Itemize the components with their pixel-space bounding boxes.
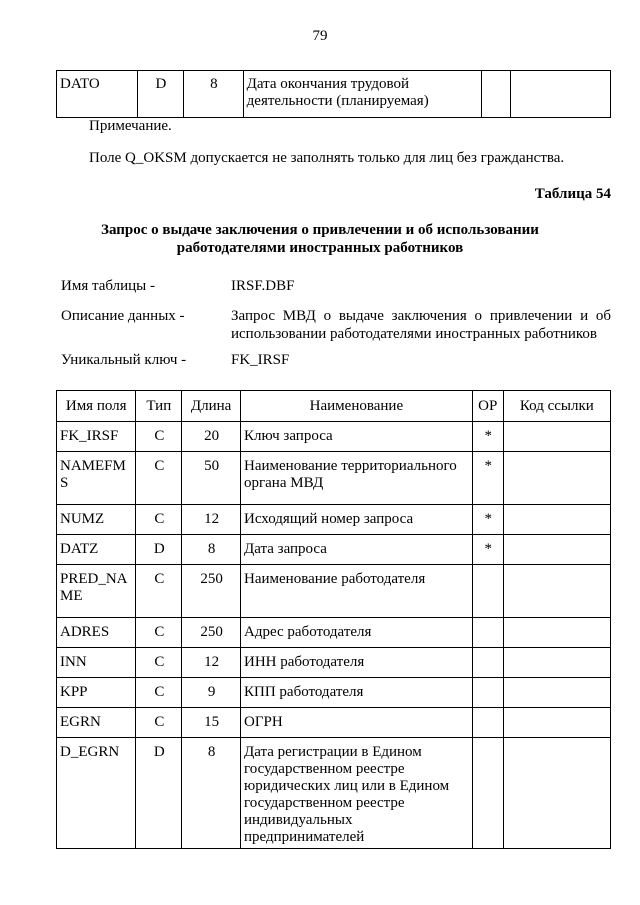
cell-length: 8 — [207, 541, 216, 557]
cell-op: * — [484, 541, 492, 557]
cell-length: 250 — [200, 624, 223, 640]
cell-op — [473, 738, 503, 744]
table-row — [57, 422, 611, 452]
cell-description: Наименование работодателя — [244, 571, 426, 587]
fields-table — [56, 390, 611, 849]
note-label: Примечание. — [89, 118, 172, 134]
page-number: 79 — [312, 28, 328, 44]
cell-name: EGRN — [60, 714, 101, 730]
cell-ref — [504, 648, 610, 654]
cell-op — [473, 648, 503, 654]
note-text: Поле Q_OKSM допускается не заполнять только для лиц без гражданства. — [89, 150, 565, 166]
previous-table-continuation — [56, 70, 611, 118]
cell-type: D — [153, 744, 165, 760]
table-row — [57, 708, 611, 738]
cell-name: PRED_NAME — [60, 571, 128, 604]
table-row — [57, 618, 611, 648]
cell-name: INN — [60, 654, 87, 670]
cell-type: C — [154, 458, 165, 474]
column-header-length: Длина — [182, 391, 241, 422]
cell-length: 9 — [207, 684, 216, 700]
table-title-line-1: Запрос о выдаче заключения о привлечении и об использовании — [101, 222, 539, 238]
cell-ref — [504, 422, 610, 428]
field-ref — [511, 71, 610, 76]
cell-op — [473, 565, 503, 571]
cell-name: DATZ — [60, 541, 99, 557]
field-length: 8 — [210, 76, 218, 92]
column-header-name: Имя поля — [57, 391, 136, 422]
cell-name: ADRES — [60, 624, 110, 640]
cell-type: C — [154, 684, 165, 700]
cell-op — [473, 618, 503, 624]
cell-name: KPP — [60, 684, 88, 700]
column-header-ref: Код ссылки — [503, 391, 610, 422]
column-header-description: Наименование — [241, 391, 473, 422]
field-op — [482, 71, 510, 76]
cell-type: C — [154, 511, 165, 527]
cell-op: * — [484, 458, 492, 474]
cell-ref — [504, 738, 610, 744]
cell-ref — [504, 618, 610, 624]
cell-name: NAMEFMS — [60, 458, 126, 491]
table-row — [57, 738, 611, 849]
cell-description: Наименование территориального органа МВД — [244, 458, 457, 491]
cell-description: Адрес работодателя — [244, 624, 372, 640]
cell-length: 8 — [207, 744, 216, 760]
cell-type: C — [154, 571, 165, 587]
cell-ref — [504, 565, 610, 571]
cell-description: ИНН работодателя — [244, 654, 365, 670]
field-type: D — [155, 76, 167, 92]
description-value: Запрос МВД о выдаче заключения о привлечении и об использовании работодателями иностранных работников — [231, 308, 611, 342]
column-header-type: Тип — [136, 391, 182, 422]
cell-ref — [504, 678, 610, 684]
cell-type: C — [154, 624, 165, 640]
cell-length: 12 — [204, 654, 220, 670]
cell-ref — [504, 505, 610, 511]
table-name-value: IRSF.DBF — [231, 278, 295, 294]
cell-name: FK_IRSF — [60, 428, 119, 444]
unique-key-value: FK_IRSF — [231, 352, 290, 368]
cell-ref — [504, 708, 610, 714]
cell-op: * — [484, 511, 492, 527]
unique-key-label: Уникальный ключ - — [61, 352, 187, 368]
cell-type: C — [154, 654, 165, 670]
cell-description: Исходящий номер запроса — [244, 511, 414, 527]
table-row — [57, 678, 611, 708]
cell-type: D — [153, 541, 165, 557]
fields-table-body — [57, 422, 611, 849]
cell-description: ОГРН — [244, 714, 283, 730]
cell-name: D_EGRN — [60, 744, 120, 760]
cell-length: 50 — [204, 458, 220, 474]
field-name: DATO — [60, 76, 100, 92]
cell-op — [473, 708, 503, 714]
table-row — [57, 452, 611, 505]
table-row — [57, 648, 611, 678]
table-header-row — [57, 391, 611, 422]
cell-description: Дата запроса — [244, 541, 327, 557]
cell-description: Ключ запроса — [244, 428, 333, 444]
table-title-line-2: работодателями иностранных работников — [176, 240, 464, 256]
table-name-label: Имя таблицы - — [61, 278, 155, 294]
cell-ref — [504, 535, 610, 541]
table-row — [57, 505, 611, 535]
cell-length: 20 — [204, 428, 220, 444]
cell-ref — [504, 452, 610, 458]
column-header-op: ОР — [472, 391, 503, 422]
table-row — [57, 71, 611, 118]
cell-length: 250 — [200, 571, 223, 587]
field-description: Дата окончания трудовой деятельности (планируемая) — [246, 76, 429, 109]
cell-type: C — [154, 714, 165, 730]
cell-op: * — [484, 428, 492, 444]
table-row — [57, 565, 611, 618]
table-row — [57, 535, 611, 565]
cell-length: 12 — [204, 511, 220, 527]
cell-op — [473, 678, 503, 684]
cell-name: NUMZ — [60, 511, 105, 527]
table-number: Таблица 54 — [534, 186, 611, 202]
cell-description: КПП работодателя — [244, 684, 364, 700]
cell-length: 15 — [204, 714, 220, 730]
description-label: Описание данных - — [61, 308, 185, 324]
cell-type: C — [154, 428, 165, 444]
cell-description: Дата регистрации в Едином государственном реестре юридических лиц или в Едином государственном реестре индивидуальных предпринимателей — [244, 744, 450, 845]
